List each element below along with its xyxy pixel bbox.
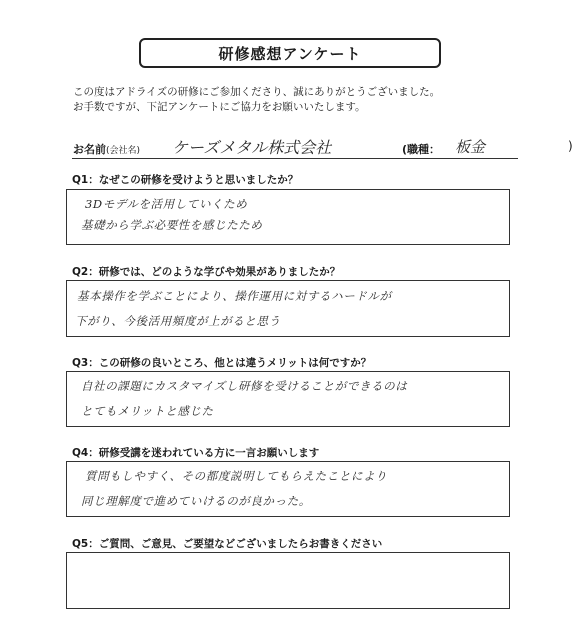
question-2-answer-line-1: 基本操作を学ぶことにより、操作運用に対するハードルが (77, 289, 392, 303)
question-1-answer-line-2: 基礎から学ぶ必要性を感じたため (81, 218, 263, 232)
question-5-label: Q5：ご質問、ご意見、ご要望などございましたらお書きください (72, 538, 383, 550)
occupation-label: (職種： (402, 143, 441, 156)
question-2-label: Q2：研修では、どのような学びや効果がありましたか？ (72, 266, 341, 278)
question-3-label: Q3：この研修の良いところ、他とは違うメリットは何ですか？ (72, 357, 372, 369)
question-2-answer-line-2: 下がり、今後活用頻度が上がると思う (75, 314, 281, 328)
intro-text (73, 85, 440, 115)
question-1-answer-box[interactable] (66, 189, 510, 245)
name-label: お名前(会社名) (73, 143, 141, 156)
question-1-label: Q1：なぜこの研修を受けようと思いましたか？ (72, 174, 299, 186)
name-label-suffix: (会社名) (106, 146, 141, 156)
question-4-answer-box[interactable] (66, 461, 510, 517)
occupation-close-paren: ) (568, 139, 573, 153)
company-name-field[interactable]: ケーズメタル株式会社 (172, 138, 332, 157)
question-4-label: Q4：研修受講を迷われている方に一言お願いします (72, 447, 320, 459)
occupation-field[interactable]: 板金 (455, 138, 486, 156)
name-row (72, 135, 573, 159)
question-2-answer-box[interactable] (66, 280, 510, 337)
question-3-answer-line-2: とてもメリットと感じた (81, 404, 214, 418)
question-1-answer-line-1: 3Dモデルを活用していくため (85, 197, 248, 211)
question-3-answer-line-1: 自社の課題にカスタマイズし研修を受けることができるのは (81, 379, 408, 393)
question-4-answer-line-1: 質問もしやすく、その都度説明してもらえたことにより (85, 469, 388, 483)
question-3-answer-box[interactable] (66, 371, 510, 427)
question-4-answer-line-2: 同じ理解度で進めていけるのが良かった。 (81, 494, 311, 508)
intro-line-2: お手数ですが、下記アンケートにご協力をお願いいたします。 (73, 101, 366, 113)
question-5-answer-box[interactable] (66, 552, 510, 609)
intro-line-1: この度はアドライズの研修にご参加くださり、誠にありがとうございました。 (73, 86, 441, 98)
survey-title: 研修感想アンケート (139, 38, 441, 68)
